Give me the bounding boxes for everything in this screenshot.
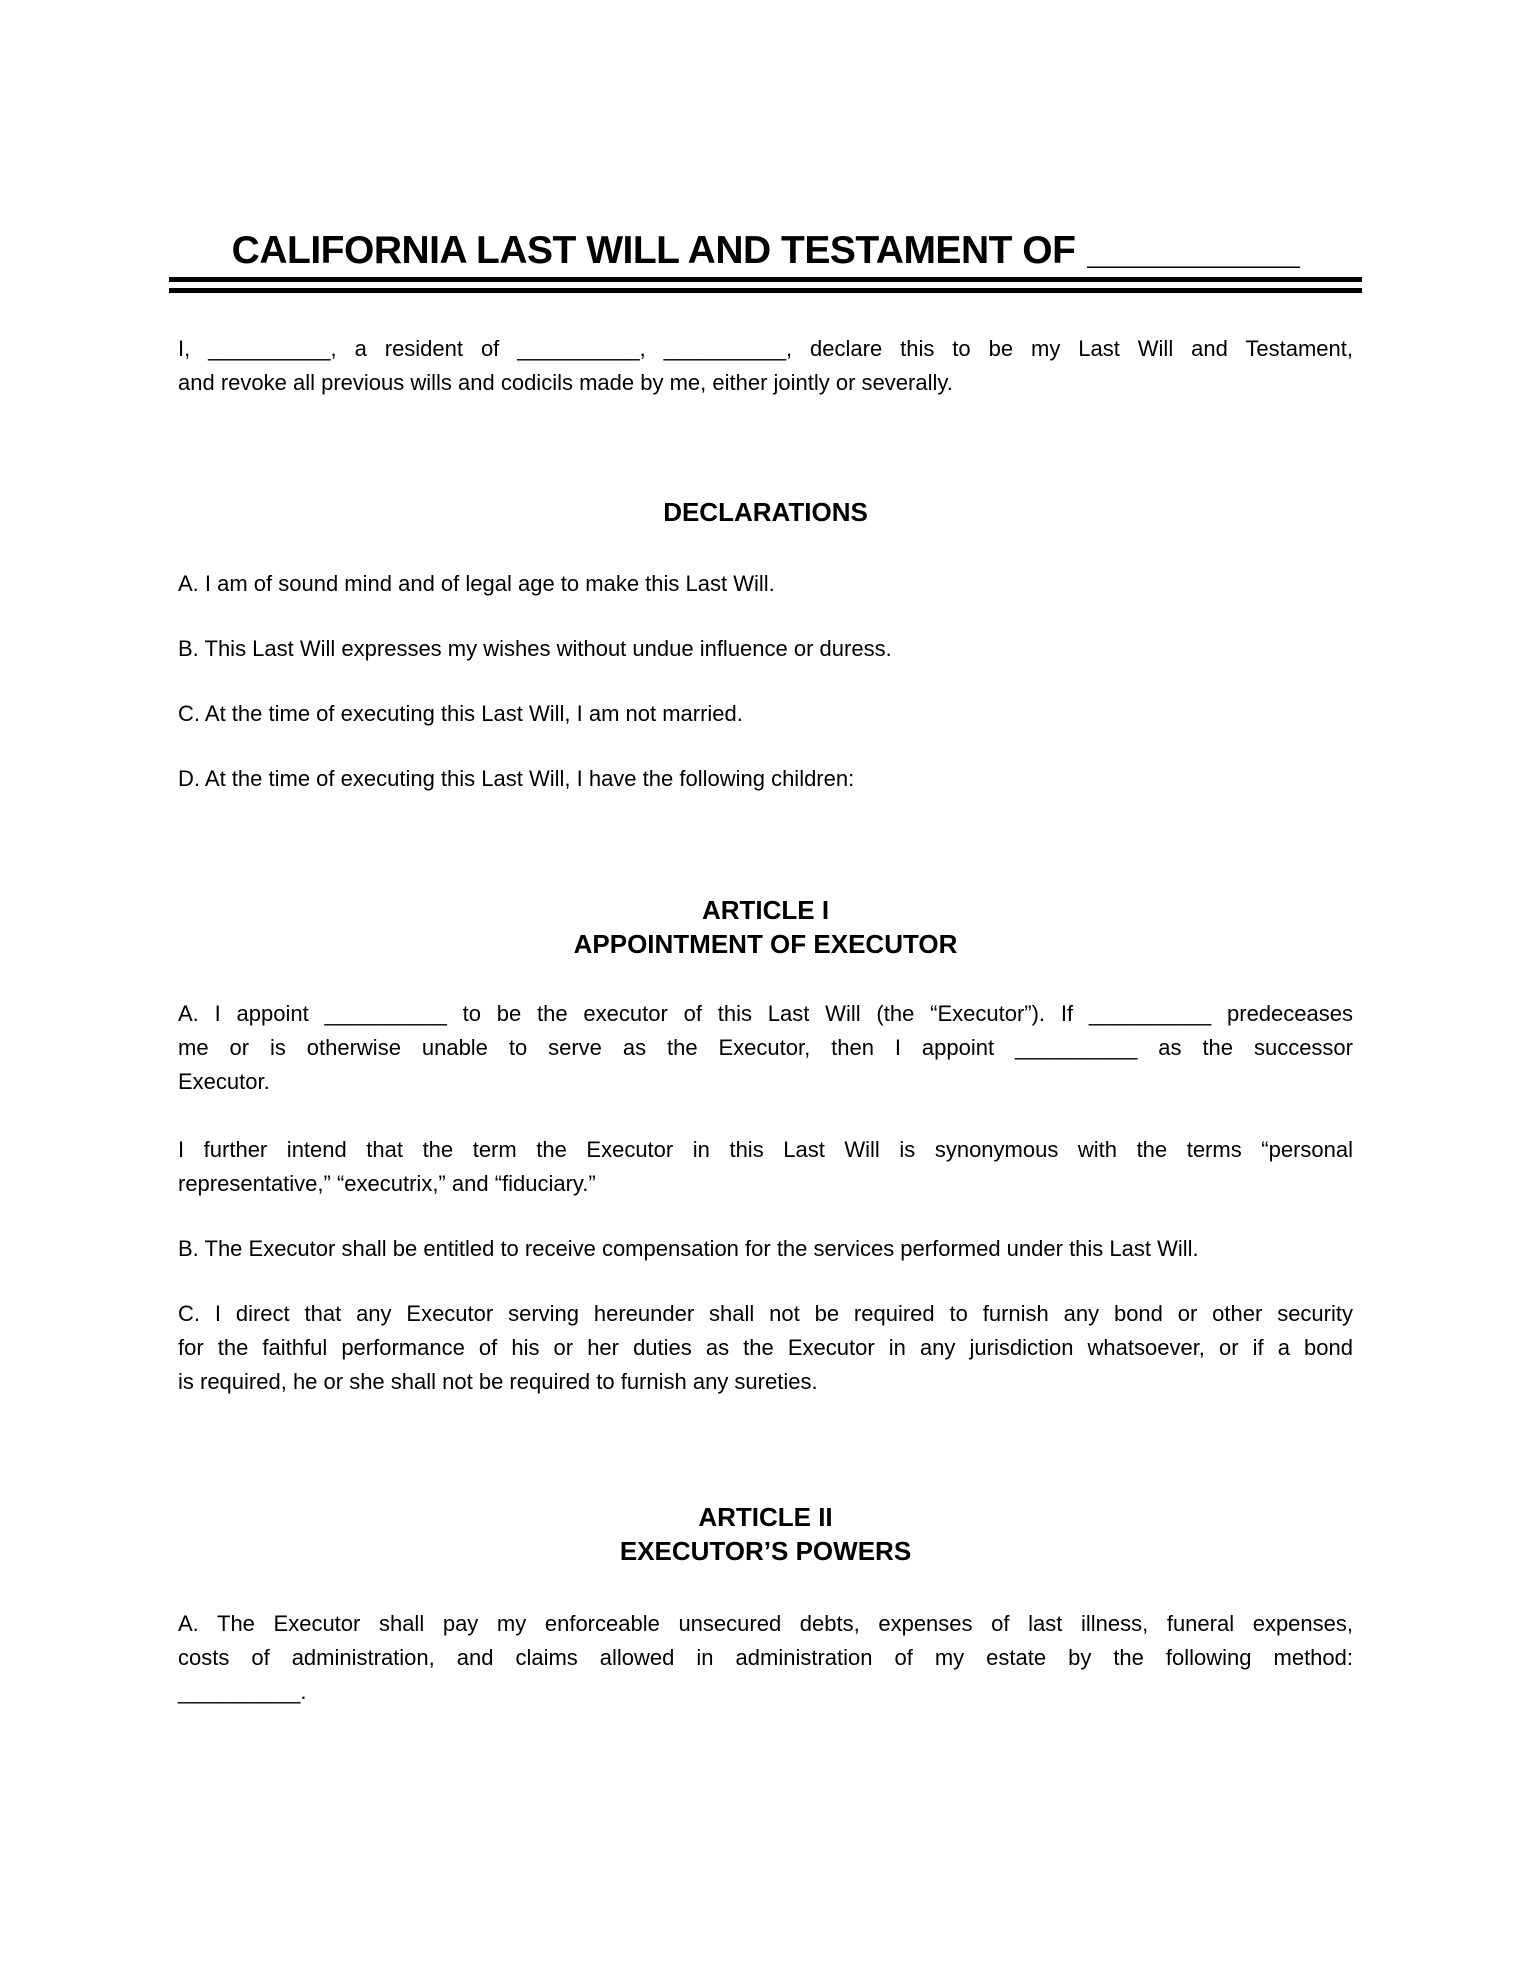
article-1-paragraph-c-line-1: C. I direct that any Executor serving hereunder shall not be required to furnish any bond or other security: [178, 1301, 1353, 1326]
title-blank-line: __________: [1087, 229, 1300, 272]
article-1-heading-line-1: ARTICLE I: [701, 895, 830, 925]
declaration-item-c: C. At the time of executing this Last Will, I am not married.: [178, 701, 743, 726]
article-1-heading-line-2: APPOINTMENT OF EXECUTOR: [573, 929, 958, 959]
document-title: [178, 228, 1353, 274]
declaration-item-d: D. At the time of executing this Last Will, I have the following children:: [178, 766, 855, 791]
article-1-heading: [178, 893, 1353, 961]
declaration-item-a: A. I am of sound mind and of legal age to make this Last Will.: [178, 571, 775, 596]
declarations-heading: DECLARATIONS: [663, 497, 868, 527]
article-1-paragraph-c-line-3: is required, he or she shall not be required to furnish any sureties.: [178, 1369, 818, 1394]
article-1-paragraph-b: B. The Executor shall be entitled to receive compensation for the services performed under this Last Will.: [178, 1236, 1199, 1261]
article-1-paragraph-intend-line-2: representative,” “executrix,” and “fiduciary.”: [178, 1171, 596, 1196]
article-2-paragraph-a-line-2: costs of administration, and claims allowed in administration of my estate by the following method:: [178, 1645, 1353, 1670]
article-2-paragraph-a-line-3: __________.: [178, 1679, 307, 1704]
title-double-rule: [169, 277, 1362, 293]
article-1-paragraph-a-line-1: A. I appoint __________ to be the executor of this Last Will (the “Executor”). If __________ predeceases: [178, 1001, 1353, 1026]
article-2-heading-line-2: EXECUTOR’S POWERS: [619, 1536, 912, 1566]
page-title: CALIFORNIA LAST WILL AND TESTAMENT OF: [231, 229, 1076, 272]
article-1-paragraph-intend-line-1: I further intend that the term the Executor in this Last Will is synonymous with the terms “personal: [178, 1137, 1353, 1162]
article-1-paragraph-c-line-2: for the faithful performance of his or her duties as the Executor in any jurisdiction whatsoever, or if a bond: [178, 1335, 1353, 1360]
article-2-heading: [178, 1500, 1353, 1568]
intro-line-2: and revoke all previous wills and codicils made by me, either jointly or severally.: [178, 370, 953, 395]
intro-line-1: I, __________, a resident of __________, __________, declare this to be my Last Will and Testament,: [178, 336, 1353, 361]
declaration-item-b: B. This Last Will expresses my wishes without undue influence or duress.: [178, 636, 892, 661]
article-1-paragraph-a-line-3: Executor.: [178, 1069, 270, 1094]
article-1-paragraph-intend: [178, 1133, 1353, 1201]
article-2-heading-line-1: ARTICLE II: [698, 1502, 833, 1532]
article-2-paragraph-a: [178, 1607, 1353, 1709]
document-content: [0, 228, 1530, 1709]
intro-paragraph: [178, 332, 1353, 400]
article-1-paragraph-a: [178, 997, 1353, 1099]
article-1-paragraph-c: [178, 1297, 1353, 1399]
article-1-paragraph-a-line-2: me or is otherwise unable to serve as the Executor, then I appoint __________ as the successor: [178, 1035, 1353, 1060]
article-2-paragraph-a-line-1: A. The Executor shall pay my enforceable unsecured debts, expenses of last illness, funeral expenses,: [178, 1611, 1353, 1636]
